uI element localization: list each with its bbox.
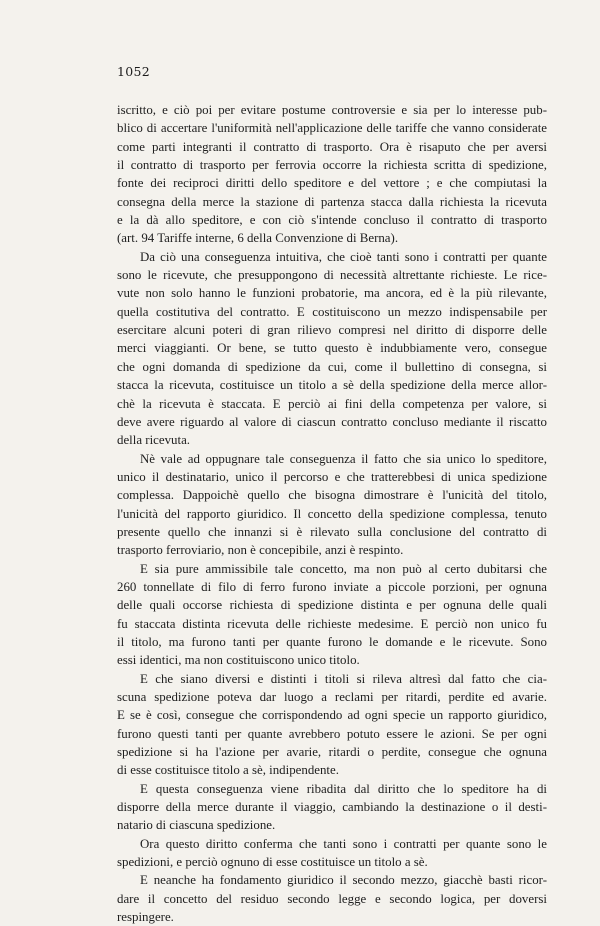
text-line: iscritto, e ciò poi per evitare postume controversie e sia per lo interesse pub- bbox=[117, 103, 547, 117]
paragraph bbox=[117, 780, 547, 835]
text-line: E che siano diversi e distinti i titoli si rileva altresì dal fatto che cia- bbox=[140, 671, 547, 686]
text-line: scuna spedizione poteva dar luogo a reclami per ritardi, perdite ed avarie. bbox=[117, 690, 547, 704]
paragraph bbox=[117, 560, 547, 670]
text-line: dare il concetto del residuo secondo legge e secondo logica, per doversi bbox=[117, 891, 547, 906]
text-line: trasporto ferroviario, non è concepibile, anzi è respinto. bbox=[117, 543, 404, 558]
text-line: complessa. Dappoichè quello che bisogna dimostrare è l'unicità del titolo, bbox=[117, 488, 547, 503]
text-line: presente quello che innanzi si è rilevato sulla conclusione del contratto di bbox=[117, 524, 547, 539]
text-line: il titolo, ma furono tanti per quante furono le domande e le ricevute. Sono bbox=[117, 634, 547, 649]
text-line: E sia pure ammissibile tale concetto, ma non può al certo dubitarsi che bbox=[140, 561, 547, 576]
text-line: esercitare alcuni poteri di gran rilievo compresi nel diritto di disporre delle bbox=[117, 323, 547, 338]
paragraph bbox=[117, 835, 547, 872]
text-line: Nè vale ad oppugnare tale conseguenza il fatto che sia unico lo speditore, bbox=[140, 451, 547, 466]
paragraph bbox=[117, 670, 547, 780]
text-line: chè la ricevuta è staccata. E perciò ai fini della competenza per valore, si bbox=[117, 396, 547, 411]
text-line: spedizioni, e perciò ognuno di esse costituisce un titolo a sè. bbox=[117, 855, 428, 870]
text-line: merci viaggianti. Or bene, se tutto questo è indubbiamente vero, consegue bbox=[117, 341, 547, 356]
paragraph bbox=[117, 871, 547, 926]
text-line: stacca la ricevuta, costituisce un titolo a sè della spedizione della merce allor- bbox=[117, 378, 547, 393]
text-line: di esse costituisce titolo a sè, indipendente. bbox=[117, 763, 339, 778]
text-line: spedizione si ha l'azione per avarie, ritardi o perdite, consegue che ognuna bbox=[117, 745, 547, 760]
text-line: sono le ricevute, che presuppongono di necessità altrettante richieste. Le rice- bbox=[117, 268, 547, 283]
text-line: disporre della merce durante il viaggio, cambiando la destinazione o il desti- bbox=[117, 800, 547, 815]
text-line: della ricevuta. bbox=[117, 433, 191, 448]
text-line: quella costitutiva del contratto. E costituiscono un mezzo indispensabile per bbox=[117, 304, 547, 319]
text-line: fu staccata distinta ricevuta delle richieste medesime. E perciò non unico fu bbox=[117, 616, 547, 631]
body-text bbox=[117, 101, 547, 926]
text-line: Ora questo diritto conferma che tanti sono i contratti per quante sono le bbox=[140, 836, 547, 851]
page-number: 1052 bbox=[117, 64, 151, 79]
text-line: essi identici, ma non costituiscono unico titolo. bbox=[117, 653, 360, 668]
text-line: fonte dei reciproci diritti dello speditore e del vettore ; e che compiutasi la bbox=[117, 176, 547, 191]
paragraph bbox=[117, 450, 547, 560]
text-line: che ogni domanda di spedizione da cui, come il bullettino di consegna, si bbox=[117, 359, 547, 374]
text-line: furono questi tanti per quante avrebbero potuto essere le azioni. Se per ogni bbox=[117, 726, 547, 741]
paragraph bbox=[117, 101, 547, 248]
text-line: unico il destinatario, unico il percorso e che tratterebbesi di unica spedizione bbox=[117, 469, 547, 484]
text-line: Da ciò una conseguenza intuitiva, che cioè tanti sono i contratti per quante bbox=[140, 249, 547, 264]
text-line: delle quali occorse richiesta di spedizione distinta e per ognuna delle quali bbox=[117, 598, 547, 613]
text-line: 260 tonnellate di filo di ferro furono inviate a piccole porzioni, per ognuna bbox=[117, 579, 547, 594]
text-line: respingere. bbox=[117, 910, 174, 925]
text-line: (art. 94 Tariffe interne, 6 della Convenzione di Berna). bbox=[117, 231, 399, 246]
text-line: E neanche ha fondamento giuridico il secondo mezzo, giacchè basti ricor- bbox=[140, 873, 547, 888]
text-line: l'unicità del rapporto giuridico. Il concetto della spedizione complessa, tenuto bbox=[117, 506, 547, 521]
text-line: come parti integranti il contratto di trasporto. Ora è risaputo che per aversi bbox=[117, 139, 547, 154]
text-line: e la dà allo speditore, e con ciò s'intende concluso il contratto di trasporto bbox=[117, 213, 547, 228]
text-line: blico di accertare l'uniformità nell'applicazione delle tariffe che vanno considerate bbox=[117, 121, 547, 136]
paragraph bbox=[117, 248, 547, 450]
text-line: E se è così, consegue che corrispondendo ad ogni specie un rapporto giuridico, bbox=[117, 708, 547, 723]
text-line: E questa conseguenza viene ribadita dal diritto che lo speditore ha di bbox=[140, 781, 547, 796]
text-line: deve avere riguardo al valore di ciascun contratto concluso mediante il riscatto bbox=[117, 414, 547, 429]
text-line: consegna della merce la stazione di partenza stacca dalla richiesta la ricevuta bbox=[117, 194, 547, 209]
text-line: vute non solo hanno le funzioni probatorie, ma ancora, ed è la più rilevante, bbox=[117, 286, 547, 301]
text-line: il contratto di trasporto per ferrovia occorre la richiesta scritta di spedizione, bbox=[117, 158, 547, 173]
text-line: natario di ciascuna spedizione. bbox=[117, 818, 276, 833]
